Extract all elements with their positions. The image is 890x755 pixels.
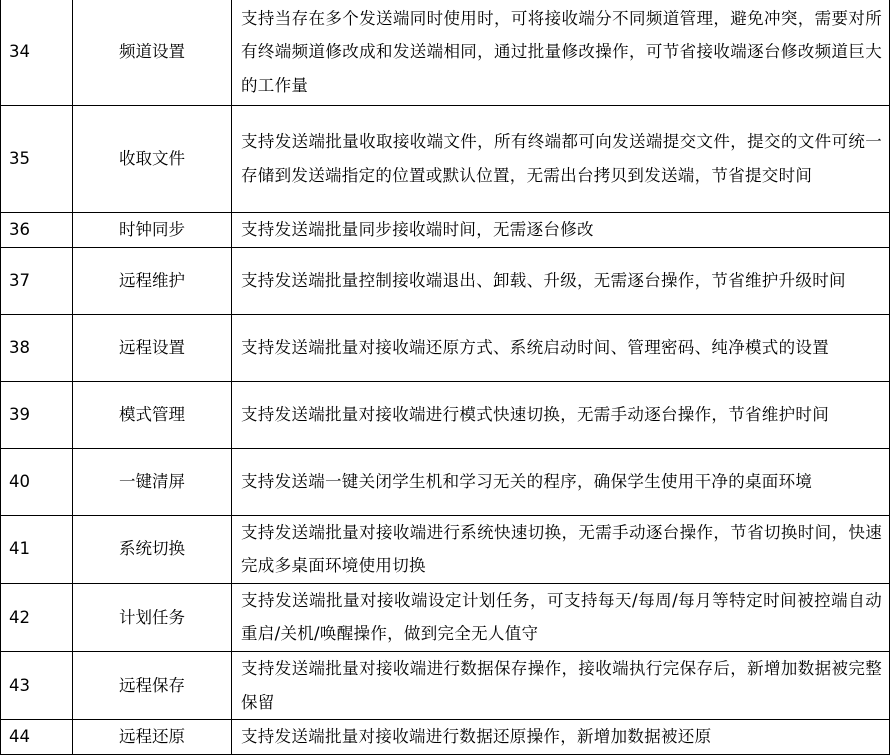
feature-name: 时钟同步: [73, 213, 232, 248]
table-row: [1, 448, 890, 515]
table-row: [1, 381, 890, 448]
feature-name: 模式管理: [73, 381, 232, 448]
row-number: 43: [1, 651, 73, 719]
feature-description: 支持发送端批量对接收端进行数据保存操作，接收端执行完保存后，新增加数据被完整保留: [232, 651, 890, 719]
row-number: 42: [1, 583, 73, 651]
row-number: 34: [1, 0, 73, 106]
feature-description: 支持发送端批量对接收端进行模式快速切换，无需手动逐台操作，节省维护时间: [232, 381, 890, 448]
feature-name: 收取文件: [73, 106, 232, 213]
table-row: [1, 515, 890, 583]
feature-name: 远程设置: [73, 314, 232, 381]
row-number: 36: [1, 213, 73, 248]
table-row: [1, 720, 890, 755]
row-number: 38: [1, 314, 73, 381]
feature-name: 系统切换: [73, 515, 232, 583]
feature-name: 计划任务: [73, 583, 232, 651]
feature-description: 支持发送端批量同步接收端时间，无需逐台修改: [232, 213, 890, 248]
table-row: [1, 106, 890, 213]
feature-description: 支持发送端批量对接收端进行数据还原操作，新增加数据被还原: [232, 720, 890, 755]
feature-name: 一键清屏: [73, 448, 232, 515]
feature-name: 频道设置: [73, 0, 232, 106]
row-number: 39: [1, 381, 73, 448]
row-number: 35: [1, 106, 73, 213]
table-row: [1, 247, 890, 314]
feature-name: 远程维护: [73, 247, 232, 314]
table-row: [1, 314, 890, 381]
table-row: [1, 0, 890, 106]
table-row: [1, 651, 890, 719]
feature-name: 远程还原: [73, 720, 232, 755]
feature-description: 支持当存在多个发送端同时使用时，可将接收端分不同频道管理，避免冲突，需要对所有终端频道修改成和发送端相同，通过批量修改操作，可节省接收端逐台修改频道巨大的工作量: [232, 0, 890, 106]
feature-description: 支持发送端批量对接收端还原方式、系统启动时间、管理密码、纯净模式的设置: [232, 314, 890, 381]
table-row: [1, 583, 890, 651]
row-number: 41: [1, 515, 73, 583]
feature-description: 支持发送端批量对接收端进行系统快速切换，无需手动逐台操作，节省切换时间，快速完成多桌面环境使用切换: [232, 515, 890, 583]
row-number: 40: [1, 448, 73, 515]
row-number: 44: [1, 720, 73, 755]
row-number: 37: [1, 247, 73, 314]
feature-description: 支持发送端批量对接收端设定计划任务，可支持每天/每周/每月等特定时间被控端自动重启/关机/唤醒操作，做到完全无人值守: [232, 583, 890, 651]
feature-description: 支持发送端一键关闭学生机和学习无关的程序，确保学生使用干净的桌面环境: [232, 448, 890, 515]
table-row: [1, 213, 890, 248]
feature-description: 支持发送端批量控制接收端退出、卸载、升级，无需逐台操作，节省维护升级时间: [232, 247, 890, 314]
feature-name: 远程保存: [73, 651, 232, 719]
feature-description: 支持发送端批量收取接收端文件，所有终端都可向发送端提交文件，提交的文件可统一存储到发送端指定的位置或默认位置，无需出台拷贝到发送端，节省提交时间: [232, 106, 890, 213]
